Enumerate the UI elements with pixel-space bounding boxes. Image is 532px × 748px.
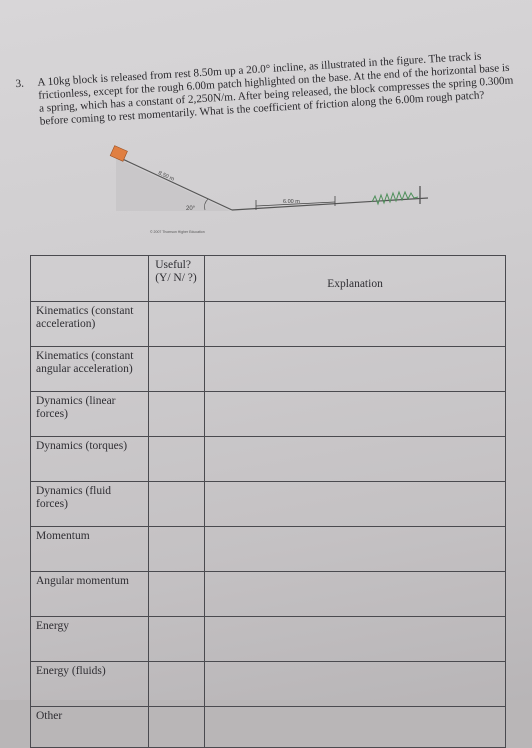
problem-number: 3.: [15, 77, 25, 91]
ground-line: [232, 198, 428, 210]
useful-cell[interactable]: [149, 302, 205, 347]
explanation-cell[interactable]: [205, 347, 506, 392]
table-row: [31, 347, 506, 392]
explanation-cell[interactable]: [205, 482, 506, 527]
useful-cell[interactable]: [149, 437, 205, 482]
explanation-cell[interactable]: [205, 572, 506, 617]
table-row: [31, 392, 506, 437]
table-header-row: [31, 256, 506, 302]
table-row: [31, 482, 506, 527]
useful-cell[interactable]: [149, 707, 205, 748]
header-explanation: Explanation: [205, 256, 506, 302]
row-label: Energy: [31, 617, 149, 662]
row-label: Angular momentum: [31, 572, 149, 617]
figure-caption: © 2007 Thomson Higher Education: [150, 230, 205, 234]
block: [110, 146, 127, 162]
explanation-cell[interactable]: [205, 617, 506, 662]
explanation-cell[interactable]: [205, 437, 506, 482]
row-label: Kinematics (constant angular acceleration): [31, 347, 149, 392]
incline-label: 8.50 m: [157, 170, 176, 183]
table-row: [31, 302, 506, 347]
useful-cell[interactable]: [149, 572, 205, 617]
useful-cell[interactable]: [149, 347, 205, 392]
row-label: Dynamics (fluid forces): [31, 482, 149, 527]
row-label: Other: [31, 707, 149, 748]
table-row: [31, 437, 506, 482]
explanation-cell[interactable]: [205, 302, 506, 347]
row-label: Momentum: [31, 527, 149, 572]
header-useful: Useful? (Y/ N/ ?): [149, 256, 205, 302]
table-row: [31, 707, 506, 748]
problem-text: A 10kg block is released from rest 8.50m up a 20.0° incline, as illustrated in the figure. The track is frictionless, except for the rough 6.00m patch highlighted on the base. At the end of the horizontal base is a spring, which has a constant of 2,250N/m. After being released, the block compresses the spring 0.300m before coming to rest momentarily. What is the coefficient of friction along the 6.00m rough patch?: [37, 50, 514, 128]
incline-ramp: [116, 158, 230, 211]
useful-cell[interactable]: [149, 392, 205, 437]
table-row: [31, 572, 506, 617]
explanation-cell[interactable]: [205, 707, 506, 748]
useful-cell[interactable]: [149, 482, 205, 527]
row-label: Dynamics (torques): [31, 437, 149, 482]
header-category: [31, 256, 149, 302]
patch-label: 6.00 m: [283, 199, 300, 205]
row-label: Energy (fluids): [31, 662, 149, 707]
row-label: Kinematics (constant acceleration): [31, 302, 149, 347]
table-row: [31, 617, 506, 662]
explanation-cell[interactable]: [205, 527, 506, 572]
useful-cell[interactable]: [149, 527, 205, 572]
useful-cell[interactable]: [149, 617, 205, 662]
table-row: [31, 527, 506, 572]
angle-label: 20°: [186, 206, 196, 212]
spring: [372, 192, 418, 204]
row-label: Dynamics (linear forces): [31, 392, 149, 437]
analysis-table: [30, 255, 506, 748]
explanation-cell[interactable]: [205, 392, 506, 437]
